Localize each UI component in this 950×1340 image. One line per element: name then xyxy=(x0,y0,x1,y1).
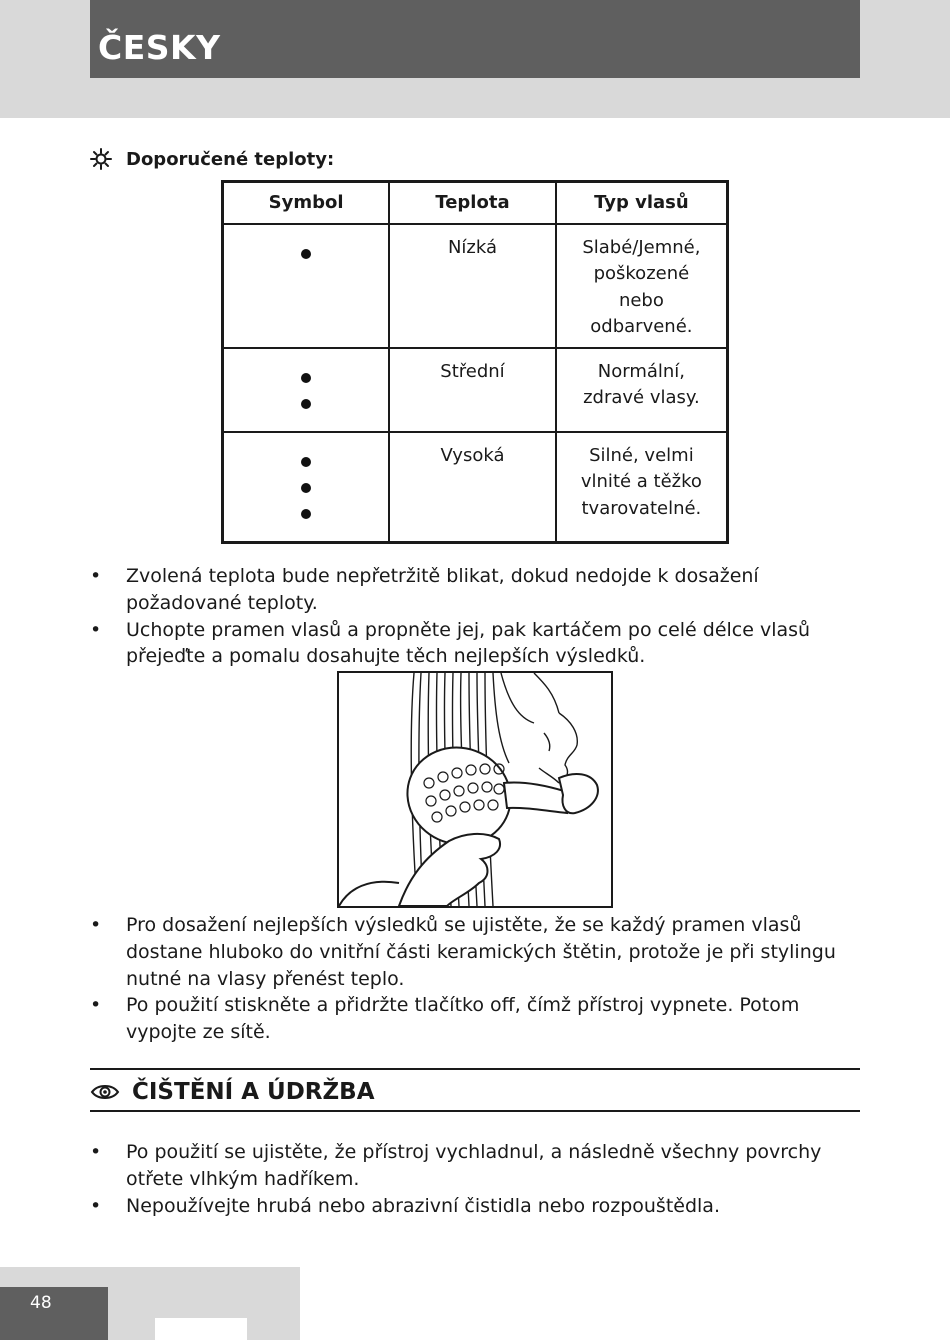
temperature-cell: Vysoká xyxy=(389,432,556,543)
instructions-list-2 xyxy=(90,912,850,1046)
column-header-symbol: Symbol xyxy=(223,182,390,224)
cleaning-heading-text: ČIŠTĚNÍ A ÚDRŽBA xyxy=(132,1079,375,1105)
heat-dot-icon xyxy=(301,483,311,493)
bullet-icon: • xyxy=(90,565,102,587)
list-item-line: Po použití stiskněte a přidržte tlačítko off, čímž přístroj vypnete. Potom xyxy=(126,994,800,1017)
heat-level-dots xyxy=(224,443,388,535)
hair-type-line: zdravé vlasy. xyxy=(583,387,700,408)
list-item-line: požadované teploty. xyxy=(126,591,318,614)
hair-type-line: Slabé/Jemné, xyxy=(582,236,701,258)
list-item xyxy=(90,1139,850,1193)
list-item xyxy=(90,563,850,617)
temperature-cell: Nízká xyxy=(389,224,556,348)
heat-level-dots xyxy=(224,359,388,425)
symbol-cell xyxy=(223,348,390,432)
cleaning-list xyxy=(90,1139,850,1219)
hair-type-line: odbarvené. xyxy=(590,316,693,337)
list-item-line: Po použití se ujistěte, že přístroj vychladnul, a následně všechny povrchy xyxy=(126,1141,822,1163)
list-item xyxy=(90,617,850,671)
heat-dot-icon xyxy=(301,373,311,383)
heat-dot-icon xyxy=(301,509,311,519)
temperature-cell: Střední xyxy=(389,348,556,432)
temperatures-heading-text: Doporučené teploty: xyxy=(126,148,335,170)
hair-type-cell xyxy=(556,224,728,348)
column-header-temperature: Teplota xyxy=(389,182,556,224)
list-item-line: Pro dosažení nejlepších výsledků se ujistěte, že se každý pramen vlasů xyxy=(126,914,802,936)
heat-dot-icon xyxy=(301,457,311,467)
heat-dot-icon xyxy=(301,249,311,259)
page-number: 48 xyxy=(30,1293,52,1313)
eye-icon xyxy=(90,1082,120,1102)
list-item-line: přejeďte a pomalu dosahujte těch nejlepších výsledků. xyxy=(126,645,646,668)
divider-top xyxy=(90,1068,860,1070)
table-header-row xyxy=(223,182,728,224)
divider-bottom xyxy=(90,1110,860,1112)
list-item xyxy=(90,1193,850,1220)
bullet-icon: • xyxy=(90,618,102,641)
hair-type-line: tvarovatelné. xyxy=(581,497,702,519)
list-item-line: Nepoužívejte hrubá nebo abrazivní čistidla nebo rozpouštědla. xyxy=(126,1194,720,1217)
brushing-illustration xyxy=(337,671,613,908)
list-item-line: otřete vlhkým hadříkem. xyxy=(126,1167,360,1190)
table-row xyxy=(223,432,728,543)
bullet-icon: • xyxy=(90,1194,102,1217)
hair-type-line: vlnité a těžko xyxy=(580,471,702,492)
list-item xyxy=(90,992,850,1046)
list-item-line: nutné na vlasy přenést teplo. xyxy=(126,967,405,990)
hair-type-line: Silné, velmi xyxy=(589,444,694,466)
column-header-hair-type: Typ vlasů xyxy=(556,182,728,224)
temperature-table xyxy=(221,180,729,544)
temperatures-heading xyxy=(90,146,334,172)
bullet-icon: • xyxy=(90,914,102,936)
table-row xyxy=(223,224,728,348)
table-row xyxy=(223,348,728,432)
list-item-line: vypojte ze sítě. xyxy=(126,1021,271,1044)
instructions-list-1 xyxy=(90,563,850,670)
hair-type-cell xyxy=(556,348,728,432)
heat-level-dots xyxy=(224,235,388,275)
language-bar xyxy=(90,0,860,78)
footer-tab xyxy=(155,1318,247,1340)
symbol-cell xyxy=(223,432,390,543)
page-number-box xyxy=(0,1287,108,1340)
list-item xyxy=(90,912,850,992)
sun-icon xyxy=(90,148,112,170)
hair-brush-drawing xyxy=(339,673,611,906)
list-item-line: Zvolená teplota bude nepřetržitě blikat, dokud nedojde k dosažení xyxy=(126,565,759,587)
heat-dot-icon xyxy=(301,399,311,409)
list-item-line: Uchopte pramen vlasů a propněte jej, pak kartáčem po celé délce vlasů xyxy=(126,618,811,641)
hair-type-cell xyxy=(556,432,728,543)
cleaning-heading xyxy=(90,1076,375,1108)
list-item-line: dostane hluboko do vnitřní části keramických štětin, protože je při stylingu xyxy=(126,940,836,963)
bullet-icon: • xyxy=(90,1141,102,1163)
bullet-icon: • xyxy=(90,994,102,1017)
hair-type-line: poškozené xyxy=(593,263,690,284)
hair-type-line: nebo xyxy=(618,289,664,311)
language-title: ČESKY xyxy=(98,28,221,67)
hair-type-line: Normální, xyxy=(597,360,686,382)
symbol-cell xyxy=(223,224,390,348)
